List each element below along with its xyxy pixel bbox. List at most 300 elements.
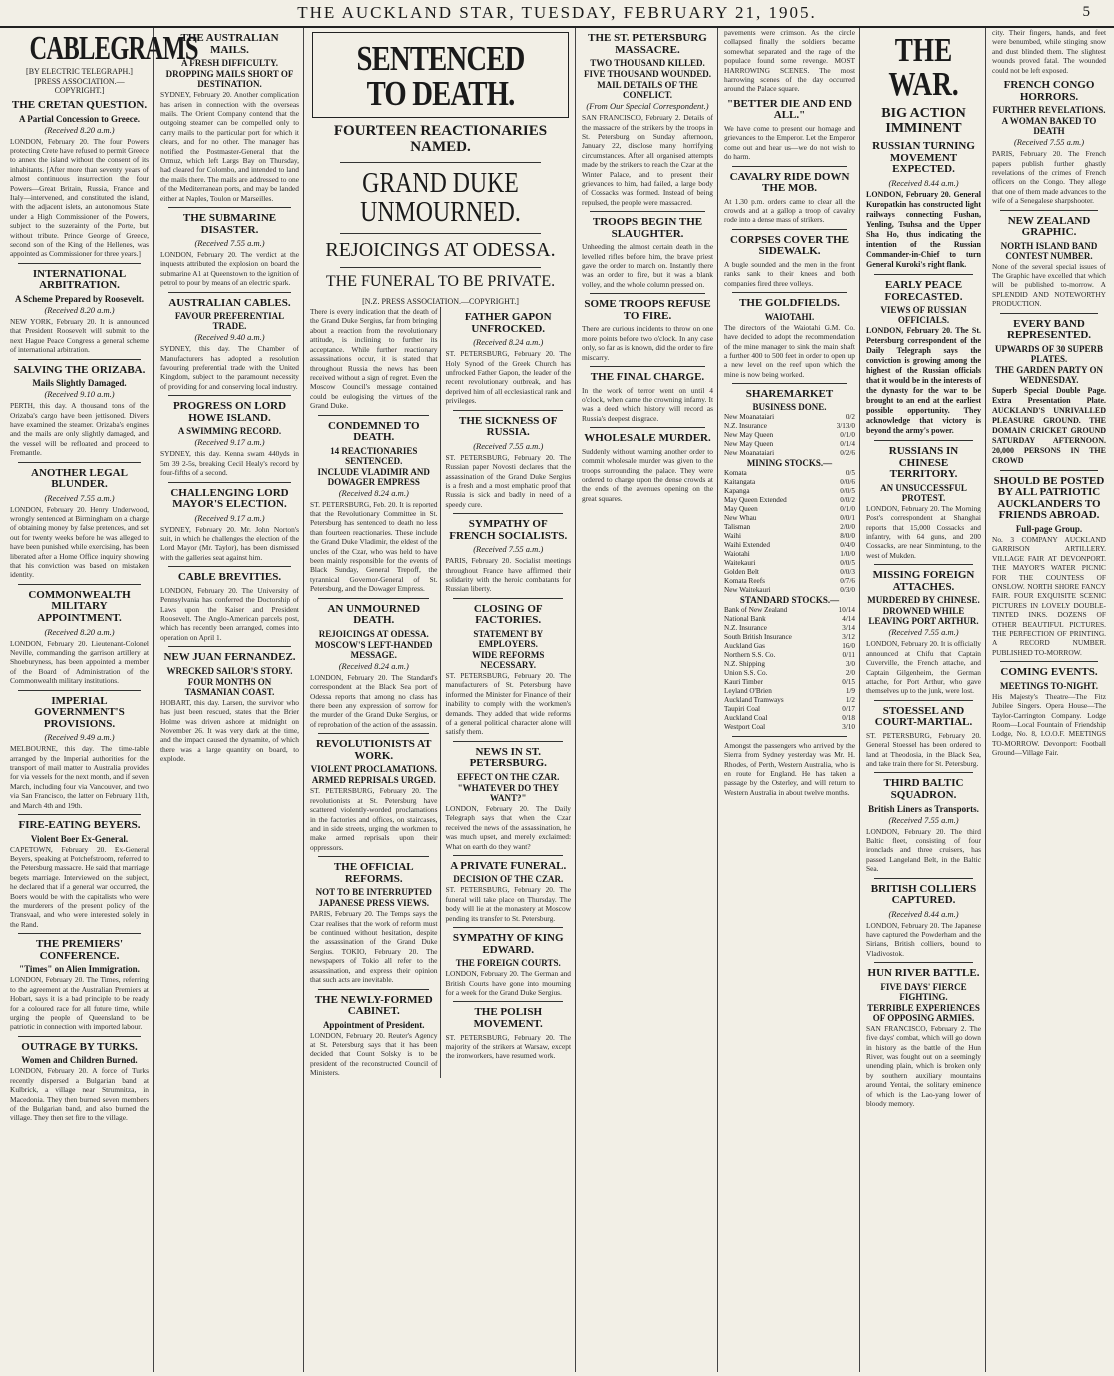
article-body: LONDON, February 20. The German and British Courts have gone into mourning for a week for the Grand Duke Sergius. <box>445 969 571 997</box>
article-headline: SYMPATHY OF FRENCH SOCIALISTS. <box>449 518 568 542</box>
article-subhead: JAPANESE PRESS VIEWS. <box>318 898 429 909</box>
stock-price: 0/11 <box>842 650 855 659</box>
headline-box <box>312 32 569 118</box>
subcolumn-left <box>310 307 441 1078</box>
article-subhead: INCLUDE VLADIMIR AND DOWAGER EMPRESS <box>317 466 430 487</box>
stock-row <box>724 669 855 678</box>
article-headline: SALVING THE ORIZABA. <box>13 363 146 376</box>
article-body: CAPETOWN, February 20. Ex-General Beyers, speaking at Potchefstroom, referred to the Petersburg massacre. He said that marriage begets marriage. Interviewed on the subject, he declared that if a general war occurred, the Boers would be with the capitalists who were the murderers of the present policy of the Transvaal, and who were interested solely in the Rand. <box>10 844 149 929</box>
article-divider <box>874 440 973 441</box>
business-done-head: BUSINESS DONE. <box>752 401 827 412</box>
article <box>445 410 571 510</box>
article-divider <box>318 856 429 857</box>
stock-price: 0/2/6 <box>840 448 855 457</box>
stock-row <box>724 606 855 615</box>
stock-name: Waiotahi <box>724 549 750 558</box>
column-cablegrams <box>6 28 198 1372</box>
article <box>724 99 855 162</box>
article-subhead: A WOMAN BAKED TO DEATH <box>1001 116 1097 137</box>
stock-name: Leyland O'Brien <box>724 686 772 695</box>
article-body: LONDON, February 20. The verdict at the inquests attributed the explosion on board the submarine A1 at Queenstown to the ignition of petrol to pour by means of an electric spark. <box>160 250 299 288</box>
article-body: PARIS, February 20. The French papers publish further ghastly revelations of the crimes of French officers on the Congo. They allege that one of them made advances to the wife of a Senegalese sharpshooter. <box>992 149 1106 206</box>
stock-row <box>724 624 855 633</box>
article-divider <box>590 293 705 294</box>
article <box>10 100 149 259</box>
article-divider <box>453 410 563 411</box>
article-divider <box>168 292 291 293</box>
article-headline: FRENCH CONGO HORRORS. <box>1003 79 1095 103</box>
stock-name: Golden Belt <box>724 567 759 576</box>
article <box>724 383 855 401</box>
article-subhead: A FRESH DIFFICULTY. <box>180 58 279 69</box>
article-body: No. 3 COMPANY AUCKLAND GARRISON ARTILLERY. VILLAGE FAIR AT DEVONPORT. THE MAYOR'S WATER PICNIC FOR THE COUNTESS OF ONSLOW. NORTH SHORE FANCY FAIR. FOUR EXQUISITE SCENIC PICTURES IN LOVELY DOUBLE-TINTED INKS. DOZENS OF OTHER BEAUTIFUL PICTURES. THE PERFECTION OF PRINTING. A RECORD NUMBER. PUBLISHED TO-MORROW. <box>992 534 1106 657</box>
article <box>582 211 713 289</box>
article-headline: SOME TROOPS REFUSE TO FIRE. <box>584 298 711 322</box>
article-body: ST. PETERSBURG, Feb. 20. It is reported that the Revolutionary Committee in St. Petersburg has sentenced to death no less than fourteen reactionaries. These include the Grand Duke Vladimir, the eldest of the uncles of the Czar, who was held to have been mainly responsible for the events of Black Sunday, General Trepoff, the tyrannical Governor-General of St. Petersburg, and the Dowager Empress. <box>310 499 438 594</box>
received-time: (From Our Special Correspondent.) <box>586 101 709 112</box>
stock-row <box>724 449 855 458</box>
article-divider <box>874 700 973 701</box>
article-divider <box>18 584 141 585</box>
article-subhead: TWO THOUSAND KILLED. <box>590 58 705 69</box>
article-subhead: FIVE DAYS' FIERCE FIGHTING. <box>880 981 967 1002</box>
article-headline: CORPSES COVER THE SIDEWALK. <box>730 233 849 258</box>
article-divider <box>453 598 563 599</box>
received-time: (Received 7.55 a.m.) <box>473 440 544 451</box>
received-time: (Received 8.24 a.m.) <box>473 337 544 348</box>
article-subhead: AN UNSUCCESSFUL PROTEST. <box>880 482 967 503</box>
stock-price: 1/2 <box>845 695 855 704</box>
nz-press-note: [N.Z. PRESS ASSOCIATION.—COPYRIGHT.] <box>362 297 519 307</box>
article <box>10 263 149 355</box>
article-body: We have come to present our homage and grievances to the Emperor. Let the Emperor come out and hear us—we do not wish to do harm. <box>724 123 855 162</box>
article-headline: THE PREMIERS' CONFERENCE. <box>35 938 124 962</box>
article-subhead: DROPPING MAILS SHORT OF DESTINATION. <box>165 69 294 90</box>
stock-price: 0/0/1 <box>840 513 855 522</box>
article-body: A bugle sounded and the men in the front ranks sank to their knees and both companies fired three volleys. <box>724 259 855 288</box>
article-subhead: WRECKED SAILOR'S STORY. <box>166 665 293 676</box>
stock-price: 0/7/6 <box>840 576 855 585</box>
article <box>10 1036 149 1123</box>
article-body: Suddenly without warning another order to commit wholesale murder was given to the troops surrounding the palace. They were ordered to charge upon the dense crowds at the ends of the avenues opening on the great squares. <box>582 446 713 503</box>
stock-name: Waihi Extended <box>724 540 770 549</box>
article <box>445 927 571 997</box>
stock-name: New May Queen <box>724 430 774 439</box>
stock-name: Auckland Tramways <box>724 695 784 704</box>
article <box>310 856 437 984</box>
press-association-note: [PRESS ASSOCIATION.—COPYRIGHT.] <box>34 77 125 95</box>
stock-price: 0/1/0 <box>840 504 855 513</box>
stock-row <box>724 660 855 669</box>
article-divider <box>590 427 705 428</box>
article-subhead: DECISION OF THE CZAR. <box>453 874 564 885</box>
article-body: ST. PETERSBURG, February 20. The Holy Synod of the Greek Church has unfrocked Father Gapon, the leader of the recent revolutionary outbreak, and has deprived him of all ecclesiastical rank and privileges. <box>445 349 571 406</box>
article-body: ST. PETERSBURG, February 20. The funeral will take place on Thursday. The body will lie at the monastery at Moscow pending its transfer to St. Petersburg. <box>445 885 571 923</box>
stock-name: Kaitangata <box>724 477 756 486</box>
article-divider <box>18 462 141 463</box>
stock-name: N.Z. Shipping <box>724 659 765 668</box>
article-divider <box>18 359 141 360</box>
article <box>10 584 149 686</box>
stock-price: 3/13/0 <box>836 421 855 430</box>
article-divider <box>590 211 705 212</box>
article-body: SYDNEY, this day. Kenna swam 440yds in 5m 39 2-5s, breaking Cecil Healy's record by four-fifths of a second. <box>160 449 299 478</box>
article-divider <box>874 772 973 773</box>
article-body: LONDON, February 20. The Daily Telegraph says that when the Czar received the news of the assassination, he was much upset, and merely exclaimed: What on earth do they want? <box>445 803 571 851</box>
article-divider <box>1000 661 1098 662</box>
article-list <box>160 33 299 764</box>
article-headline: CLOSING OF FACTORIES. <box>473 602 543 627</box>
article <box>866 564 981 696</box>
stock-name: National Bank <box>724 614 766 623</box>
article-subhead: WAIOTAHI. <box>764 311 815 322</box>
article <box>445 1001 571 1060</box>
article-body-bold: Superb Special Double Page. Extra Presentation Plate. AUCKLAND'S UNRIVALLED PLEASURE GROUND. THE DOMAIN CRICKET GROUND SATURDAY AFTERNOON. 20,000 PERSONS IN THE CROWD <box>992 385 1106 465</box>
stock-name: South British Insurance <box>724 632 792 641</box>
subcolumn-right <box>445 307 571 1078</box>
article-body: LONDON, February 20. The four Powers protecting Crete have refused to permit Greece to annex the island without the consent of its inhabitants. [After more than seventy years of almost continuous insurrection the four Powers—Great Britain, Russia, France and Italy—intervened, and constituted the island, with the adjacent islets, an autonomous State under a High Commissioner of the Powers, subject to the suzerainty of the Porte, but without tribute. Prince George of Greece, second son of the King of the Hellenes, was appointed as Commissioner for three years.] <box>10 136 149 259</box>
article-divider <box>1000 313 1098 314</box>
article-subhead: MOSCOW'S LEFT-HANDED MESSAGE. <box>315 639 433 660</box>
article-body: SYDNEY, February 20. Another complication has arisen in connection with the overseas mails. The Orient Company contend that the outgoing steamer can be compelled only to carry mails to the particular port for which it clears, and for no other. The manager has notified the Postmaster-General that the Ormuz, which left Largs Bay on Thursday, had cleared for Colombo, and intended to land the mails there. The mails are addressed to one of the Mediterranean ports, and may be landed either at Naples, Toulon or Marseilles. <box>160 90 299 203</box>
headline-sentenced: SENTENCED TO DEATH. <box>356 39 525 113</box>
article-body: PARIS, February 20. The Temps says the Czar realises that the work of reform must be continued without hesitation, despite the assassination of the Grand Duke Sergius. TOKIO, February 20. The newspapers of Tokio all refer to the assassination, and express their opinion that such acts are inevitable. <box>310 909 438 985</box>
received-time: (Received 9.17 a.m.) <box>194 437 265 448</box>
stock-name: N.Z. Insurance <box>724 421 767 430</box>
stock-price: 3/10 <box>842 722 855 731</box>
stock-row <box>724 651 855 660</box>
article-divider <box>1000 470 1098 471</box>
article <box>992 470 1106 657</box>
article <box>310 307 437 410</box>
standard-head: STANDARD STOCKS.— <box>739 594 840 605</box>
stock-row <box>724 705 855 714</box>
article-divider <box>18 1036 141 1037</box>
article <box>866 962 981 1108</box>
article-headline: SHAREMARKET <box>745 388 834 401</box>
stock-price: 0/17 <box>842 704 855 713</box>
article <box>10 933 149 1032</box>
article-subhead: WIDE REFORMS NECESSARY. <box>472 649 545 670</box>
stock-row <box>724 696 855 705</box>
article-body: In the work of terror went on until 4 o'clock, when came the crowning infamy. It was a deed which history will record as Russia's deepest disgrace. <box>582 385 713 423</box>
article-headline: BRITISH COLLIERS CAPTURED. <box>870 882 977 907</box>
stock-price: 0/0/2 <box>840 495 855 504</box>
column-massacre <box>578 28 718 1372</box>
article-subhead: THE FOREIGN COURTS. <box>455 958 561 969</box>
article-subhead: NORTH ISLAND BAND CONTEST NUMBER. <box>1000 240 1098 261</box>
article <box>992 313 1106 466</box>
article-divider <box>874 274 973 275</box>
article <box>866 141 981 270</box>
article-body: The directors of the Waiotahi G.M. Co. have decided to adopt the recommendation of the mine manager to sink the main shaft a further 400 to 500 feet in order to open up a new level on the reef upon which the mine is now being worked. <box>724 322 855 379</box>
article-body: ST. PETERSBURG, February 20. The majority of the strikers at Warsaw, except the ironworkers, have resumed work. <box>445 1032 571 1061</box>
article-body: LONDON, February 20. The third Baltic fleet, consisting of four ironclads and three cruisers, has passed Langeland Belt, in the Baltic Sea. <box>866 826 981 874</box>
article-headline: ANOTHER LEGAL BLUNDER. <box>31 466 128 491</box>
received-time: (Received 7.55 a.m.) <box>194 238 265 249</box>
article-headline: MISSING FOREIGN ATTACHES. <box>872 569 975 593</box>
article-subhead: NOT TO BE INTERRUPTED <box>315 887 432 898</box>
headline-grand-duke: GRAND DUKE UNMOURNED. <box>360 167 521 228</box>
article-divider <box>874 962 973 963</box>
stock-name: Kapanga <box>724 486 750 495</box>
stock-price: 3/0 <box>845 659 855 668</box>
article <box>866 878 981 959</box>
article-body: SYDNEY, this day. The Chamber of Manufacturers has adopted a resolution favouring preferential trade with the United Kingdom, subject to the paramount necessity of providing for and conserving local industry. <box>160 344 299 391</box>
received-time: (Received 7.55 a.m.) <box>473 544 544 555</box>
article-headline: THE CRETAN QUESTION. <box>11 99 148 111</box>
article-headline: CAVALRY RIDE DOWN THE MOB. <box>729 170 850 195</box>
stock-price: 0/1/4 <box>840 439 855 448</box>
stock-row <box>724 478 855 487</box>
received-time: (Received 7.55 a.m.) <box>44 492 115 503</box>
article-body: SYDNEY, February 20. Mr. John Norton's suit, in which he challenges the election of the Lord Mayor (Mr. Taylor), has been dismissed with the galleries seat against him. <box>160 524 299 562</box>
article-headline: THIRD BALTIC SQUADRON. <box>883 777 964 801</box>
stock-row <box>724 687 855 696</box>
article <box>160 566 299 642</box>
article-divider <box>453 741 563 742</box>
byline: [BY ELECTRIC TELEGRAPH.] <box>26 67 133 76</box>
article-subhead: Appointment of President. <box>322 1019 425 1030</box>
article-headline: INTERNATIONAL ARBITRATION. <box>32 267 127 292</box>
article-list <box>866 141 981 1108</box>
received-time: (Received 8.24 a.m.) <box>338 660 409 671</box>
stock-row <box>724 633 855 642</box>
article-body-bold: LONDON, February 20. General Kuropatkin has constructed light railways connecting Fushan, Yenling, Tsuhsa and the Upper Sha Ho, thus indicating the intention of the Russian Commander-in-Chief to turn General Kuroki's right flank. <box>866 190 981 270</box>
stock-row <box>724 431 855 440</box>
article-headline: AN UNMOURNED DEATH. <box>327 602 421 627</box>
received-time: (Received 9.40 a.m.) <box>194 332 265 343</box>
stock-price: 0/5 <box>845 468 855 477</box>
stock-row <box>724 422 855 431</box>
article-subhead: STATEMENT BY EMPLOYERS. <box>473 628 544 649</box>
article-headline: AUSTRALIAN CABLES. <box>168 296 291 309</box>
article-divider <box>168 646 291 647</box>
stock-price: 16/0 <box>842 641 855 650</box>
article <box>445 598 571 737</box>
article-divider <box>318 415 429 416</box>
article-divider <box>453 513 563 514</box>
column-russia <box>306 28 576 1372</box>
article-headline: TROOPS BEGIN THE SLAUGHTER. <box>592 216 703 240</box>
stock-price: 0/0/3 <box>840 567 855 576</box>
article-body: At 1.30 p.m. orders came to clear all the crowds and at a gallop a troop of cavalry rode into a dense mass of strikers. <box>724 196 855 225</box>
article-body: HOBART, this day. Larsen, the survivor who has just been rescued, states that the Brier Holme was driven ashore at midnight on November 26. It was very dark at the time, and the impact caused the dynamite, of which there was a large quantity on board, to explode. <box>160 697 299 764</box>
article-list <box>724 99 855 401</box>
stock-row <box>724 505 855 514</box>
stock-name: Waihi <box>724 531 741 540</box>
stock-row <box>724 615 855 624</box>
stock-name: New Waitekauri <box>724 585 771 594</box>
stock-name: N.Z. Insurance <box>724 623 767 632</box>
article-divider <box>18 263 141 264</box>
stock-row <box>724 559 855 568</box>
stock-price: 0/1/0 <box>840 430 855 439</box>
article-subhead: "WHATEVER DO THEY WANT?" <box>457 782 559 803</box>
article <box>582 293 713 362</box>
masthead <box>0 0 1114 28</box>
stock-row <box>724 642 855 651</box>
article-subhead: MAIL DETAILS OF THE CONFLICT. <box>597 80 698 101</box>
article-body: SAN FRANCISCO, February 2. The five days' combat, which will go down in history as the battle of the Hun River, was fought out on a seemingly unending plain, which is broken only by southern auxiliary mountains around Yentai, the solitary eminence of which is the Lao-yang lower of bloody memory. <box>866 1023 981 1109</box>
received-time: (Received 8.44 a.m.) <box>888 908 959 919</box>
article-divider <box>453 927 563 928</box>
article-body: LONDON, February 20. The University of Pennsylvania has conferred the Doctorship of Laws upon the Kaiser and President Roosevelt. The Anglo-American parcels post, which has recently been arranged, comes into operation on April 1. <box>160 585 299 642</box>
stock-price: 1/0/0 <box>840 549 855 558</box>
headline-funeral: THE FUNERAL TO BE PRIVATE. <box>325 273 556 291</box>
article-headline: NEW ZEALAND GRAPHIC. <box>1007 214 1091 239</box>
article-divider <box>168 482 291 483</box>
article <box>160 646 299 763</box>
received-time: (Received 8.20 a.m.) <box>44 124 115 135</box>
article <box>582 427 713 503</box>
article-subhead: VIOLENT PROCLAMATIONS. <box>310 764 437 775</box>
article-divider <box>168 566 291 567</box>
stock-name: May Queen <box>724 504 758 513</box>
article <box>866 440 981 560</box>
article-divider <box>318 733 429 734</box>
stock-name: Auckland Gas <box>724 641 765 650</box>
article-divider <box>318 598 429 599</box>
article <box>724 229 855 288</box>
passenger-note: Amongst the passengers who arrived by the Sierra from Sydney yesterday was Mr. H. Rhodes, of Perth, Western Australia, who is en route for England. He has taken a passage by the Osterley, and will return to Western Australia in about twelve months. <box>724 740 855 797</box>
stock-name: New Whau <box>724 513 757 522</box>
article-list <box>582 33 713 503</box>
article-body: MELBOURNE, this day. The time-table arranged by the Imperial authorities for the transport of mail matter to Australia provides for via vessels for the next month, and if seven March, including four via Vancouver, and two via San Francisco, the latter on February 11th, and March 4th and 19th. <box>10 744 149 810</box>
article <box>724 292 855 379</box>
article-body: LONDON, February 20. The Morning Post's correspondent at Shanghai reports that 15,000 Cossacks and infantry, with 64 guns, and 200 Cossacks, are near Sinmintung, to the west of Mukden. <box>866 503 981 560</box>
article-subhead: VIEWS OF RUSSIAN OFFICIALS. <box>880 305 967 326</box>
stock-name: Kauri Timber <box>724 677 763 686</box>
stock-row <box>724 532 855 541</box>
article-body: LONDON, February 20. Reuter's Agency at St. Petersburg says that it has been decided that Count Solsky is to be president of the reconstructed Council of Ministers. <box>310 1030 438 1078</box>
article <box>992 80 1106 206</box>
stock-name: New Moanataiari <box>724 412 775 421</box>
article-subhead: FOUR MONTHS ON TASMANIAN COAST. <box>184 676 275 697</box>
article-body: NEW YORK, February 20. It is announced that President Roosevelt will submit to the next Hague Peace Congress a general scheme of international arbitration. <box>10 316 149 355</box>
article-headline: THE NEWLY-FORMED CABINET. <box>314 993 433 1018</box>
article-headline: CONDEMNED TO DEATH. <box>327 419 420 444</box>
article-headline: EARLY PEACE FORECASTED. <box>884 279 963 303</box>
article-divider <box>168 395 291 396</box>
stock-price: 0/4/0 <box>840 540 855 549</box>
stock-price: 0/0/5 <box>840 558 855 567</box>
headline-fourteen: FOURTEEN REACTIONARIES NAMED. <box>333 123 548 155</box>
received-time: (Received 7.55 a.m.) <box>888 814 959 825</box>
article <box>992 661 1106 757</box>
stock-row <box>724 541 855 550</box>
stock-price: 8/0/0 <box>840 531 855 540</box>
article-divider <box>732 292 847 293</box>
stock-price: 10/14 <box>838 605 855 614</box>
article <box>10 690 149 810</box>
article-headline: OUTRAGE BY TURKS. <box>21 1040 138 1053</box>
article-subhead: FAVOUR PREFERENTIAL TRADE. <box>174 311 285 332</box>
stock-name: New May Queen <box>724 439 774 448</box>
headline-big-action: BIG ACTION IMMINENT <box>881 106 966 136</box>
stock-price: 0/0/5 <box>840 486 855 495</box>
article-headline: THE ST. PETERSBURG MASSACRE. <box>588 32 707 56</box>
article-subhead: THE GARDEN PARTY ON WEDNESDAY. <box>995 364 1103 385</box>
article-headline: FIRE-EATING BEYERS. <box>18 819 141 832</box>
stock-row <box>724 514 855 523</box>
article-divider <box>874 564 973 565</box>
stock-row <box>724 487 855 496</box>
stock-name: Taupiri Coal <box>724 704 761 713</box>
article-headline: WHOLESALE MURDER. <box>584 432 711 445</box>
article-divider <box>732 229 847 230</box>
article <box>10 359 149 458</box>
article-headline: PROGRESS ON LORD HOWE ISLAND. <box>172 400 287 424</box>
stock-price: 0/3/0 <box>840 585 855 594</box>
article-body-bold: LONDON, February 20. The St. Petersburg correspondent of the Daily Telegraph says the conviction is growing among the highest of the Russian officials that it would be in the interests of the dynasty for the war to be brought to an end at the earliest possible opportunity. They acknowledge that victory is beyond the army's power. <box>866 326 981 436</box>
received-time: (Received 7.55 a.m.) <box>1013 137 1085 148</box>
headline-war: THE WAR. <box>888 32 959 103</box>
article-headline: STOESSEL AND COURT-MARTIAL. <box>874 704 973 729</box>
article-subhead: TERRIBLE EXPERIENCES OF OPPOSING ARMIES. <box>867 1002 980 1023</box>
stock-name: Union S.S. Co. <box>724 668 768 677</box>
article-headline: IMPERIAL GOVERNMENT'S PROVISIONS. <box>34 694 125 730</box>
stock-price: 0/2 <box>845 412 855 421</box>
article <box>160 482 299 563</box>
article-headline: SYMPATHY OF KING EDWARD. <box>452 932 564 956</box>
article-body: Unheeding the almost certain death in the levelled rifles before him, the brave priest gave the order to march on. Instantly there was an order to fire, but it was a blank volley, and the whole column pressed on. <box>582 242 713 289</box>
article <box>160 33 299 203</box>
article-divider <box>18 933 141 934</box>
masthead-title: THE AUCKLAND STAR, TUESDAY, FEBRUARY 21, 1905. <box>297 3 817 22</box>
received-time: (Received 9.17 a.m.) <box>194 512 265 523</box>
stock-price: 2/0/0 <box>840 522 855 531</box>
article-headline: THE FINAL CHARGE. <box>590 371 705 383</box>
stock-price: 0/15 <box>842 677 855 686</box>
article-body: ST. PETERSBURG, February 20. The revolutionists at St. Petersburg have scattered violently-worded proclamations in the factories and offices, on staircases, and in side streets, urging the workmen to make armed reprisals upon their oppressors. <box>310 786 438 852</box>
stock-price: 3/14 <box>842 623 855 632</box>
article-body: ST. PETERSBURG, February 20. The manufacturers of St. Petersburg have informed the Minister for Finance of their inability to comply with the workmen's demands. They added that wide reforms of a general political character alone will satisfy them. <box>445 670 571 737</box>
stock-row <box>724 577 855 586</box>
stock-row <box>724 440 855 449</box>
article-headline: RUSSIAN TURNING MOVEMENT EXPECTED. <box>872 140 975 176</box>
article-body: LONDON, February 20. The Times, referring to the agreement at the Australian Premiers at Hobart, says it is a bad principle to be ready for a coloured race for all future time, while urging the people of Queensland to be patriotic in connection with imported labour. <box>10 975 149 1032</box>
article-subhead: 14 REACTIONARIES SENTENCED. <box>330 445 418 466</box>
received-time: (Received 9.10 a.m.) <box>44 389 115 400</box>
article-subhead: A SWIMMING RECORD. <box>177 426 282 437</box>
article <box>10 462 149 580</box>
article-body: LONDON, February 20. It is officially announced at Chifu that Captain Cuverville, the French attache, and Captain Gilgenheim, the German attache, for Port Arthur, who gave themselves up to the junk, were lost. <box>866 639 981 696</box>
column-australian <box>156 28 304 1372</box>
article-divider <box>318 989 429 990</box>
article <box>866 700 981 769</box>
article-headline: THE SUBMARINE DISASTER. <box>182 211 277 236</box>
article <box>582 33 713 207</box>
article-subhead: A Partial Concession to Greece. <box>18 113 141 124</box>
article-headline: THE SICKNESS OF RUSSIA. <box>459 414 558 439</box>
article <box>582 366 713 423</box>
article-body: LONDON, February 20. Lieutenant-Colonel Neville, commanding the garrison artillery at Shoeburyness, has been appointed a member of the Board of Administration of the Commonwealth military institutions. <box>10 638 149 686</box>
article <box>160 395 299 477</box>
article-body: SAN FRANCISCO, February 2. Details of the massacre of the strikers by the troops in St. Petersburg on Sunday afternoon, January 22, disclose many horrifying circumstances. After all organised attempts made by the strikers to reach the Czar at the Winter Palace, and to present their grievances to him, had failed, a large body of Cossacks was formed. Instead of being repulsed, the people were massacred. <box>582 113 713 207</box>
article-headline: THE OFFICIAL REFORMS. <box>333 861 414 885</box>
article-list <box>10 100 149 1123</box>
article <box>724 166 855 225</box>
article-headline: EVERY BAND REPRESENTED. <box>1006 317 1092 342</box>
article-headline: REVOLUTIONISTS AT WORK. <box>316 738 432 762</box>
article-subhead: Mails Slightly Damaged. <box>32 378 127 389</box>
article <box>445 741 571 851</box>
stock-price: 0/18 <box>842 713 855 722</box>
business-done <box>724 403 855 732</box>
column-graphic <box>988 28 1110 1372</box>
article-headline: THE GOLDFIELDS. <box>739 297 840 310</box>
